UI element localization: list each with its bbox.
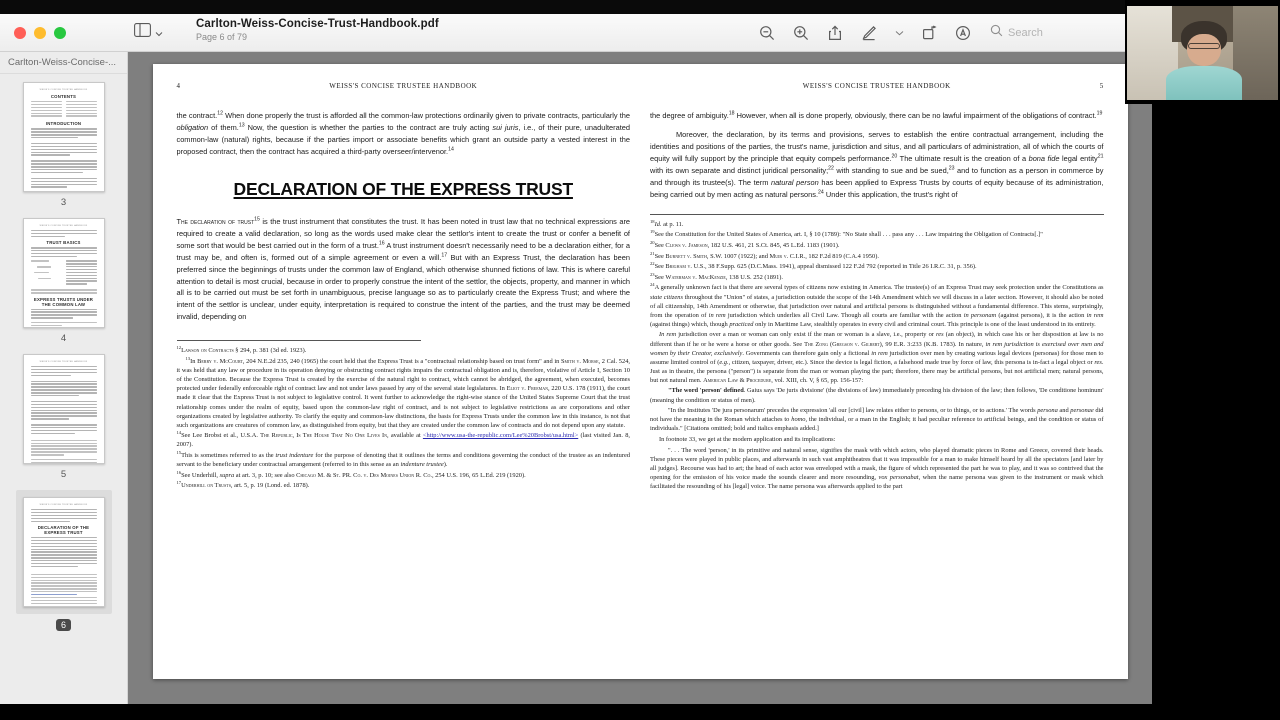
thumb-title: DECLARATION OF THE EXPRESS TRUST [37, 524, 90, 535]
search-field[interactable] [990, 24, 1140, 42]
close-window-button[interactable] [14, 27, 26, 39]
thumb-text-2 [31, 537, 97, 607]
page-indicator: Page 6 of 79 [196, 32, 248, 42]
footnote: $^{23}$See Waterman v. MacKenzie, 138 U.S. 252 (1891). [650, 271, 784, 281]
footnote-divider [650, 214, 1104, 215]
webcam-person-face [1187, 34, 1220, 66]
page-thumbnail[interactable] [23, 218, 105, 328]
rotate-button[interactable] [920, 24, 938, 42]
folio-right: 5 [1099, 82, 1104, 90]
traffic-lights [0, 27, 128, 39]
thumb-title: CONTENTS [50, 94, 77, 99]
thumb-columns [31, 101, 97, 118]
toolbar-actions [758, 14, 1140, 52]
thumb-title-2: INTRODUCTION [45, 121, 82, 127]
footnote-continuation: "In the Institutes 'De jura personarum' precedes the expression 'all our [civil] law relates either to persons, or to things, or to actions.' The words persona and personae did not have the meaning in the Roman which attaches to homo, the individual, or a man in the English; it had peculiar reference to artificial beings, and the condition or status of individuals." [Citations omitted; bold and italics emphasis added.] [650, 407, 1104, 433]
preview-window [0, 14, 1152, 704]
paragraph: the degree of ambiguity.$^{18}$ However, when all is done properly, obviously, there can be no lawful impairment of the obligations of contract.$^{19}$ [650, 110, 1103, 120]
list-item[interactable] [0, 82, 127, 208]
thumbnail-list[interactable] [0, 74, 127, 704]
footnotes-left [177, 346, 631, 491]
thumb-text [31, 366, 97, 464]
footnote: $^{17}$Underhill on Trusts, art. 5, p. 19 (Lond. ed. 1878). [176, 480, 310, 490]
thumb-title-2: EXPRESS TRUSTS UNDER THE COMMON LAW [33, 296, 94, 307]
footnote: $^{19}$See the Constitution for the United States of America, art. I, § 10 (1789): "No State shall . . . pass any . . . Law impairing the Obligation of Contracts[.]" [650, 229, 1043, 239]
page-spread [153, 64, 1128, 679]
document-title: Carlton-Weiss-Concise-Trust-Handbook.pdf [196, 18, 439, 30]
thumb-page-number: 3 [60, 197, 67, 208]
page-right [640, 82, 1114, 679]
webcam-video [1127, 6, 1278, 100]
thumb-running-head: WEISS'S CONCISE TRUSTEE HANDBOOK [39, 361, 88, 363]
sidebar-document-name: Carlton-Weiss-Concise-... [0, 52, 127, 74]
footnote: $^{21}$See Burnett v. Smith, S.W. 1007 (1922); and Muir v. C.I.R., 182 F.2d 819 (C.A.4 1950). [650, 250, 879, 260]
list-item[interactable] [0, 218, 127, 344]
zoom-in-button[interactable] [792, 24, 810, 42]
footnote: $^{15}$This is sometimes referred to as the trust indenture for the purpose of denoting that it outlines the terms and conditions governing the conduct of the trustee as an indentured servant to the beneficiary under contractual arrangement (referred to in this sense as an indenture trustee). [176, 449, 630, 469]
running-head-text-right: WEISS'S CONCISE TRUSTEE HANDBOOK [802, 82, 951, 90]
annotate-button[interactable] [954, 24, 972, 42]
thumb-running-head: WEISS'S CONCISE TRUSTEE HANDBOOK [39, 504, 88, 506]
sidebar-toggle-button[interactable] [134, 23, 163, 42]
webcam-overlay[interactable] [1125, 0, 1280, 104]
thumb-page-number-selected: 6 [56, 619, 71, 631]
window-body [0, 52, 1152, 704]
footnote: $^{16}$See Underhill, supra at art. 3, p. 10; see also Chicago M. & St. PR. Co. v. Des Moines Union R. Co., 254 U.S. 196, 65 L.Ed. 219 (1920). [176, 469, 526, 479]
running-head-text-left: WEISS'S CONCISE TRUSTEE HANDBOOK [329, 82, 478, 90]
list-item-selected[interactable] [0, 490, 127, 631]
footnote-divider [177, 340, 422, 341]
thumb-title: TRUST BASICS [46, 240, 81, 246]
sidebar-view-icon [134, 23, 151, 42]
page-thumbnail[interactable] [23, 354, 105, 464]
page-thumbnail[interactable] [23, 82, 105, 192]
thumb-text-2 [31, 247, 97, 257]
list-item[interactable] [0, 354, 127, 480]
paragraph: the contract.$^{12}$ When done properly the trust is afforded all the common-law protections ordinarily given to private contracts, particularly the obligation of them.$^{13}$ Now, the question is whether the parties to the contract are truly acting sui juris, i.e., of their pure, unadulterated common-law (natural) rights, because if the parties import or associate benefits which grant an outside party a vested interest in the proposed contract, then the contract has acquired a third-party overseer/intervenor.$^{14}$ [176, 110, 630, 156]
page-title: DECLARATION OF THE EXPRESS TRUST [233, 178, 573, 199]
footnote-continuation: "The word 'person' defined. Gaius says 'De juris divisione' (the divisions of law) immediately preceding his division of the law; then follows, 'De conditione hominum' (meaning the condition or status of men). [650, 387, 1104, 404]
desktop-bottom-strip [0, 704, 1280, 720]
footnote: $^{12}$Lawson on Contracts § 294, p. 381 (3d ed. 1923). [176, 345, 307, 355]
footnote: $^{22}$See Brigham v. U.S., 38 F.Supp. 625 (D.C.Mass. 1941), appeal dismissed 122 F.2d 792 (reported in Title 26 I.R.C. 31, p. 356). [650, 261, 977, 271]
thumb-text-3 [31, 309, 97, 327]
body-text-right [650, 110, 1104, 208]
desktop-right-strip [1152, 104, 1280, 720]
thumb-running-head: WEISS'S CONCISE TRUSTEE HANDBOOK [39, 89, 88, 91]
document-title-block [196, 18, 439, 42]
share-button[interactable] [826, 24, 844, 42]
body-text-left [177, 110, 631, 165]
search-icon [990, 24, 1003, 42]
footnote: $^{13}$In Berry v. McCourt, 204 N.E.2d 235, 240 (1965) the court held that the Express Trust is a "contractual relationship based on trust form" and in Smith v. Morse, 2 Cal. 524, it was held that any law or procedure in its operation denying or obstructing contract rights impairs the contractual obligation and is, therefore, violative of Article I, Section 10 of the Constitution. Because the Express Trust is created by the exercise of the natural right to contract, which cannot be abridged, the agreement, when executed, becomes protected under federally enforceable right of contract law and not under laws passed by any of the several state legislatures. In Eliot v. Freeman, 220 U.S. 178 (1911), the court made it clear that the Express Trust is not subject to legislative control. It went further to acknowledge the right-wise stance of the United States Supreme Court that the trust relationship comes under the realm of equity, based upon the common-law right of contract, and is not subject to legislative restrictions as are corporations and other organizations created by legislative authority. To clarify the equity and common-law distinctions, the basis for Express Trusts under the common law in this instance, is not that such organizations are creatures of common law, as distinguished from equity, but that they are created under the common law of contracts and do not depend upon any statute. [176, 355, 631, 429]
document-viewer[interactable] [128, 52, 1152, 704]
thumbnail-sidebar [0, 52, 128, 704]
thumb-text [31, 230, 97, 237]
footnote: $^{18}$Id. at p. 11. [650, 218, 684, 228]
running-head-right [650, 82, 1104, 90]
folio-left: 4 [176, 82, 181, 90]
thumb-running-head: WEISS'S CONCISE TRUSTEE HANDBOOK [39, 225, 88, 227]
footnote-continuation: ". . . The word 'person,' in its primitive and natural sense, signifies the mask with which actors, who played dramatic pieces in Rome and Greece, covered their heads. These pieces were played in public places, and afterwards in such vast amphitheatres that it was impossible for a man to make himself heard by all the spectators [and later by all judges]. Recourse was had to art; the head of each actor was enveloped with a mask, the figure of which represented the part he was to play, and it was so contrived that the opening for the emission of his voice made the sounds clearer and more resounding, vox personabat, when the name persona was given to the instrument or mask which facilitated the resounding of his [legal] voice. The name persona was afterwards applied to the part [650, 446, 1104, 490]
thumb-text [31, 509, 97, 522]
thumb-text [31, 128, 97, 192]
zoom-out-button[interactable] [758, 24, 776, 42]
running-head-left [177, 82, 631, 90]
footnote: $^{14}$See Lee Brobst et al., U.S.A. The Republic, Is The House That No One Lives In, available at <http://www.usa-the-republic.com/Lee%20Brobst/usa.html> (last visited Jan. 8, 2007). [176, 430, 630, 449]
footnote-continuation: In footnote 33, we get at the modern application and its implications: [659, 435, 836, 443]
footnotes-right [650, 220, 1104, 493]
markup-button[interactable] [860, 24, 878, 42]
thumb-page-number: 5 [60, 469, 67, 480]
footnote: $^{24}$A generally unknown fact is that there are several types of citizens now existing in America. The trustee(s) of an Express Trust may seek protection under the Constitutions as state citizens throughout the "Union" of states, a jurisdiction outside the scope of the 14th Amendment which we will discuss in a later section. However, it should also be noted of all citizenship, 14th Amendment or otherwise, that jurisdiction over natural and artificial persons is distinguished without a fundamental difference. This stems, surprisingly, from the operation of in rem jurisdiction which underlies all Civil Law. Though all courts are familiar with the action in personam (against persons), it is the action in rem (against things) which, though practiced only in Maritime Law, stealthily operates in every civil and criminal court. This principle is one of the least understood in its entirety. [650, 282, 1104, 328]
thumb-page-number: 4 [60, 333, 67, 344]
window-titlebar [0, 14, 1152, 52]
minimize-window-button[interactable] [34, 27, 46, 39]
zoom-window-button[interactable] [54, 27, 66, 39]
footnote-continuation: In rem jurisdiction over a man or woman can only exist if the man or woman is a slave, i.e., property or res (an object), in which case his or her disposition at law is no different than if he or he were a horse or other goods. See The Zong (Gregson v. Gilbert), 99 E.R. 3:233 (K.B. 1783). In nature, in rem jurisdiction is exercised over men and women by their Creator, exclusively. Governments can therefore gain only a fictional in rem jurisdiction over men by creating various legal devices (personas) for those men to assume limited control of (e.g., citizen, taxpayer, driver, etc.). Since the device is legal fiction, a falsehood made true by force of law, this persona is in-fact a legal object or res. Just as in theatre, the persona ("person") is separate from the man or woman playing the part; therefore, there may be artificial persons, but not artificial men; natural persons, but not natural men. American Law & Procedure, vol. XIII, ch. V, § 65, pp. 156-157: [650, 331, 1104, 384]
search-placeholder: Search [1008, 27, 1043, 39]
footnote: $^{20}$See Clews v. Jameson, 182 U.S. 461, 21 S.Ct. 845, 45 L.Ed. 1183 (1901). [650, 239, 840, 250]
thumb-columns [31, 260, 97, 286]
webcam-person-torso [1166, 66, 1242, 100]
webcam-person-glasses [1188, 43, 1220, 50]
paragraph: The declaration of trust$^{15}$ is the trust instrument that constitutes the trust. It has been noted in trust law that no technical expressions are required to create a valid declaration, so long as the words used make clear the settlor's intent to create the trust or confer a benefit of some sort that would be best carried out in the form of a trust.$^{16}$ A trust instrument doesn't necessarily need to be a declaration either, for a trust may be, and often is, formed out of a simple agreement or even a will.$^{17}$ But with an Express Trust, the declaration has been preferred since the beginnings of trusts under the common law of England, which otherwise shunned fictions of law. This is where careful attention to detail is most crucial, because in order to properly construe the intent of the settlor, the objects, property, and manner in which all is to be carried out must be set forth in unambiguous, precise language so as to particularly create the Express Trust; and where the intent of the settlor is unclear, under equity, interpretation is required to construe the intent of the parties, and the trust may be deemed invalid, depending on [176, 216, 631, 322]
page-left [167, 82, 641, 679]
body-text-left-2 [177, 216, 631, 331]
paragraph: Moreover, the declaration, by its terms and provisions, serves to establish the entire contractual arrangement, including the identities and positions of the parties, the trust's name, jurisdiction and situs, and all particulars of administration, all of which the courts of equity will fully support by the principle that equity compels performance.$^{20}$ The ultimate result is the creation of a bona fide legal entity$^{21}$ with its own separate and distinct juridical personality;$^{22}$ with standing to sue and be sued,$^{23}$ and to function as a person in commerce by and through its trustee(s). The term natural person has been applied to Express Trusts by courts of equity because of its administration, being carried out by men acting as natural persons.$^{24}$ Under this application, the trust's right of [650, 129, 1104, 199]
page-thumbnail-selected[interactable] [16, 490, 112, 614]
chevron-down-icon [155, 24, 163, 42]
markup-dropdown-caret[interactable] [894, 24, 904, 42]
